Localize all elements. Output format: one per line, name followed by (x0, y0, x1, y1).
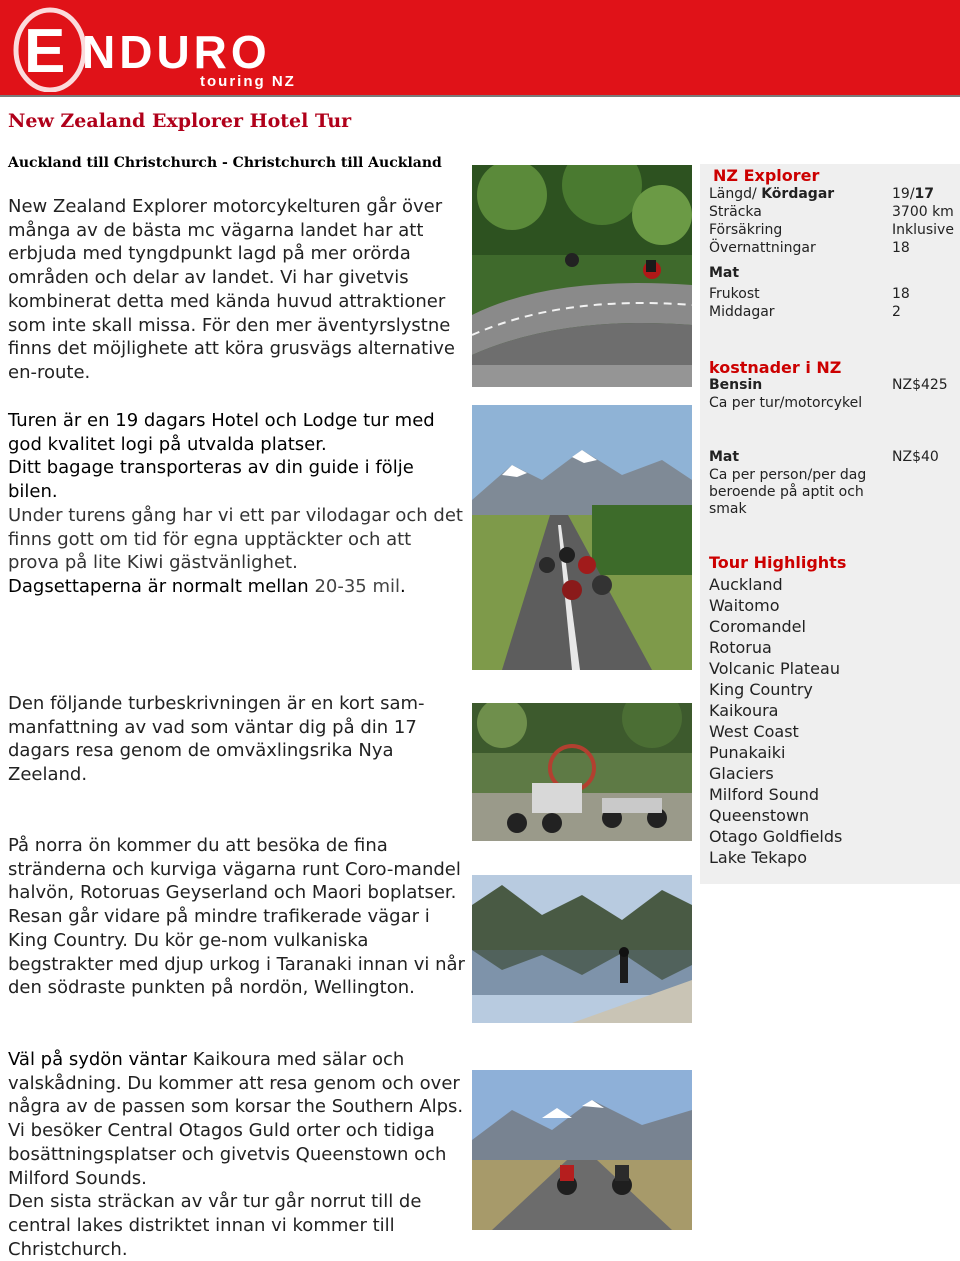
north-island-paragraph: På norra ön kommer du att besöka de fina stränderna och kurviga vägarna runt Coro-mandel halvön, Rotoruas Geyserland och Maori boplatser. Resan går vidare på mindre trafikerade vägar i King Country. Du kör ge-nom vulkaniska begstrakter med djup urkog i Taranaki innan vi når den södraste punkten på nordön, Wellington. (8, 835, 465, 999)
daily-distance-value: 20-35 mil (314, 575, 400, 597)
highlights-heading: Tour Highlights (709, 553, 847, 572)
highlight-item: West Coast (709, 722, 799, 741)
length-label-a: Längd/ (709, 186, 762, 202)
daily-distance-label: Dagsettaperna är normalt mellan (8, 575, 315, 597)
insurance-value: Inklusive (892, 222, 954, 238)
intro-paragraph: New Zealand Explorer motorcykelturen går över många av de bästa mc vägarna landet har att erbjuda med tyngdpunkt lagd på mer orörda områden och delar av landet. Vi har givetvis kombinerat detta med kända huvud attraktioner som inte skall missa. För den mer äventyrslystne finns det möjlighete att köra grusvägs alternative en-route. (8, 196, 455, 383)
luggage-text: Ditt bagage transporteras av din guide i följe bilen. (8, 457, 414, 503)
final-leg-text: Den sista sträckan av vår tur går norrut till de central lakes distriktet innan vi kommer till Christchurch. (8, 1191, 422, 1260)
tour-length-text: Turen är en 19 dagars Hotel och Lodge tur med god kvalitet logi på utvalda platser. (8, 410, 435, 455)
photo-parked-bikes (472, 703, 692, 841)
summary-paragraph: Den följande turbeskrivningen är en kort sam-manfattning av vad som väntar dig på din 17 dagars resa genom de omväxlingsrika Nya Zeeland. (8, 693, 425, 786)
svg-text:touring NZ: touring NZ (200, 73, 296, 90)
highlight-item: Otago Goldfields (709, 827, 843, 846)
distance-value: 3700 km (892, 204, 954, 220)
length-label (709, 186, 834, 202)
enduro-logo[interactable] (4, 4, 344, 92)
length-value (892, 186, 934, 202)
rest-days-text: Under turens gång har vi ett par vilodagar och det finns gott om tid för egna upptäckter och att prova på lite Kiwi gästvänlighet. (8, 504, 463, 574)
svg-text:E: E (24, 17, 66, 86)
costs-heading: kostnader i NZ (709, 358, 842, 377)
highlight-item: Volcanic Plateau (709, 659, 840, 678)
distance-label: Sträcka (709, 204, 762, 220)
highlight-item: King Country (709, 680, 813, 699)
highlight-item: Waitomo (709, 596, 780, 615)
photo-lake-reflection (472, 875, 692, 1023)
fuel-value: NZ$425 (892, 377, 948, 393)
meals-heading: Mat (709, 265, 740, 281)
dinner-label: Middagar (709, 304, 775, 320)
south-island-paragraph (8, 1048, 466, 1261)
fuel-label: Bensin (709, 377, 763, 393)
breakfast-label: Frukost (709, 286, 760, 302)
highlight-item: Milford Sound (709, 785, 820, 804)
header-banner (0, 0, 960, 95)
tour-details-paragraph (8, 409, 466, 599)
highlight-item: Coromandel (709, 617, 806, 636)
tour-info-sidebar (700, 164, 960, 884)
south-island-text: Kaikoura med sälar och valskådning. Du kommer att resa genom och over några av de passen som korsar the Southern Alps. Vi besöker Central Otagos Guld orter och tidiga bosättningsplatser och givetvis Queenstown och Milford Sounds. (8, 1049, 464, 1189)
breakfast-value: 18 (892, 286, 910, 302)
nights-value: 18 (892, 240, 910, 256)
route-subtitle: Auckland till Christchurch - Christchurch till Auckland (8, 155, 442, 171)
length-value-a: 19/ (892, 186, 915, 202)
sidebar-heading: NZ Explorer (713, 166, 820, 185)
highlight-item: Glaciers (709, 764, 774, 783)
length-value-b: 17 (914, 186, 935, 202)
highlight-item: Punakaiki (709, 743, 786, 762)
page-title: New Zealand Explorer Hotel Tur (8, 110, 352, 132)
highlight-item: Auckland (709, 575, 783, 594)
svg-text:NDURO: NDURO (82, 26, 271, 78)
photo-winding-road (472, 165, 692, 387)
highlight-item: Queenstown (709, 806, 810, 825)
highlight-item: Rotorua (709, 638, 772, 657)
header-divider (0, 95, 960, 97)
highlight-item: Lake Tekapo (709, 848, 807, 867)
length-label-b: Kördagar (761, 186, 835, 202)
south-island-lead: Väl på sydön väntar (8, 1049, 193, 1070)
food-cost-label: Mat (709, 449, 740, 465)
food-cost-value: NZ$40 (892, 449, 939, 465)
photo-group-ride (472, 405, 692, 670)
daily-distance-text (8, 575, 466, 599)
dinner-value: 2 (892, 304, 901, 320)
food-cost-note: Ca per person/per dag beroende på aptit och smak (709, 467, 867, 517)
nights-label: Övernattningar (709, 240, 816, 256)
fuel-note: Ca per tur/motorcykel (709, 395, 863, 411)
daily-distance-end: . (400, 575, 406, 597)
highlight-item: Kaikoura (709, 701, 779, 720)
photo-mountain-road (472, 1070, 692, 1230)
insurance-label: Försäkring (709, 222, 783, 238)
